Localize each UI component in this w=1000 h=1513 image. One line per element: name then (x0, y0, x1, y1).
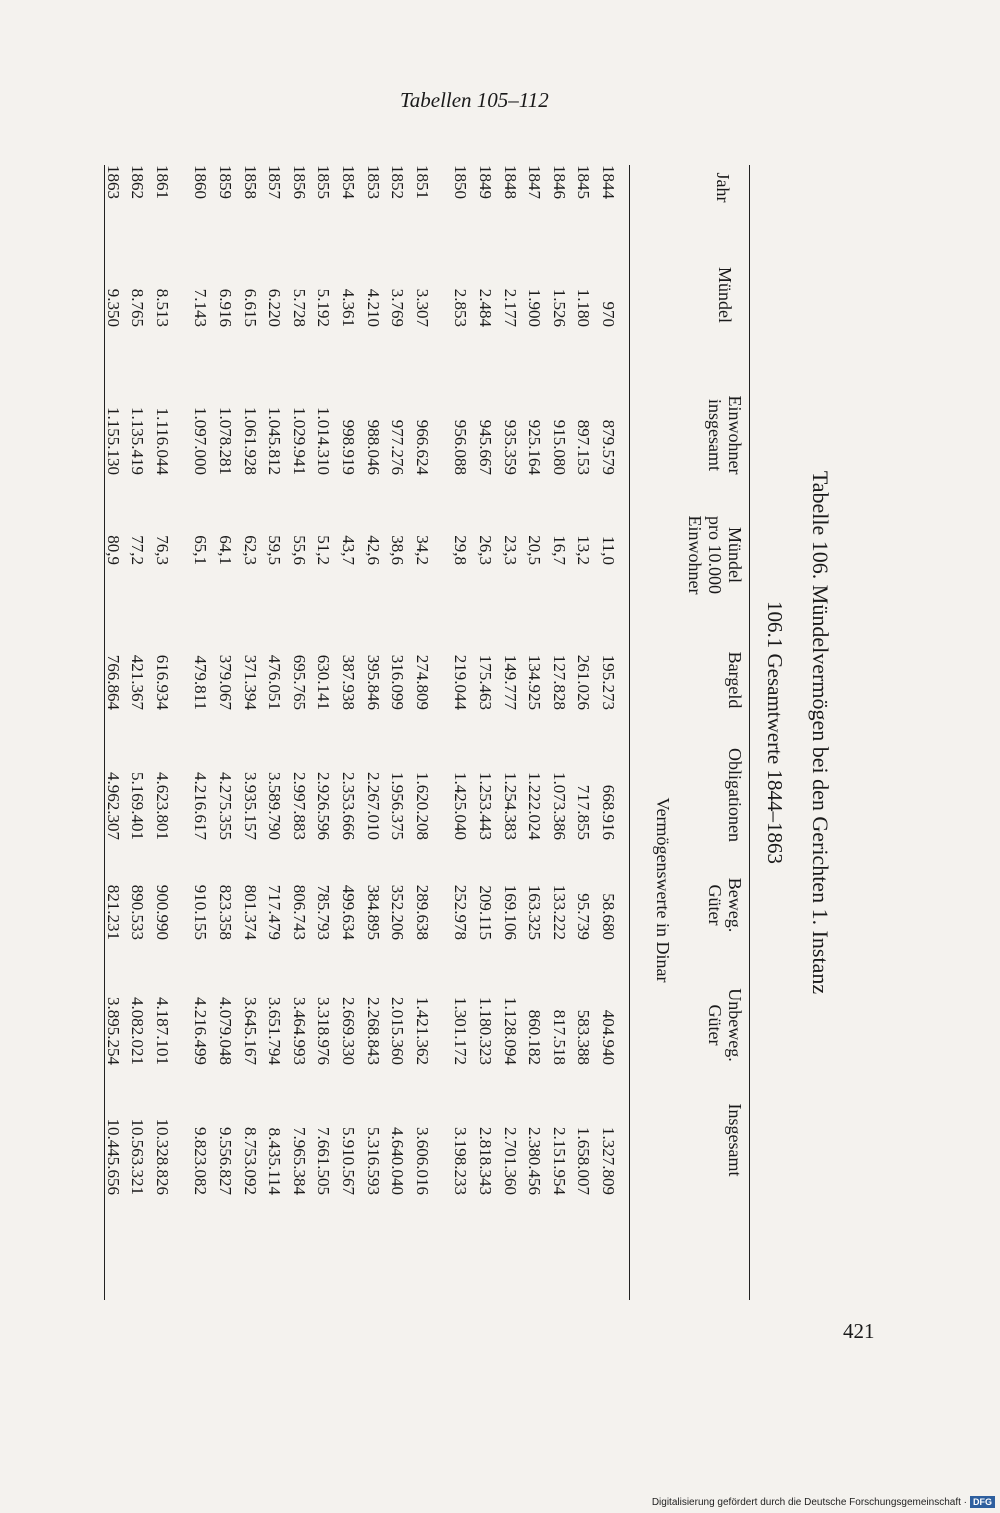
running-head: Tabellen 105–112 (400, 88, 549, 112)
table-cell: 801.374 (240, 884, 260, 940)
table-cell: 9.350 (103, 288, 123, 327)
header-bargeld: Bargeld (725, 651, 745, 709)
table-cell: 26,3 (476, 535, 496, 565)
table-cell: 8.753.092 (240, 1127, 260, 1195)
table-cell: 970 (599, 301, 618, 327)
table-cell: 2.267.010 (363, 772, 383, 840)
table-cell: 219.044 (451, 654, 471, 710)
table-cell: 630.141 (314, 654, 334, 710)
table-cell: 169.106 (500, 884, 520, 940)
table-cell: 1.658.007 (574, 1127, 594, 1195)
table-cell: 5.192 (314, 288, 334, 327)
table-cell: 1846 (549, 165, 569, 199)
table-cell: 4.275.355 (216, 772, 236, 840)
table-cell: 4.361 (339, 288, 359, 327)
column-bargeld (100, 625, 620, 710)
table-cell: 8.765 (128, 288, 148, 327)
table-cell: 3.935.157 (240, 772, 260, 840)
table-cell: 2.701.360 (500, 1127, 520, 1195)
table-cell: 149.777 (500, 654, 520, 710)
table-cell: 2.015.360 (388, 997, 408, 1065)
table-cell: 384.895 (363, 884, 383, 940)
table-cell: 20,5 (525, 535, 545, 565)
table-cell: 890.533 (128, 884, 148, 940)
table-cell: 10.445.656 (103, 1118, 123, 1195)
header-muendel: Mündel (715, 267, 735, 323)
table-cell: 316.099 (388, 654, 408, 710)
table-cell: 499.634 (339, 884, 359, 940)
table-cell: 1849 (476, 165, 496, 199)
table-cell: 1.900 (525, 288, 545, 327)
table-cell: 3.651.794 (265, 997, 285, 1065)
table-cell: 3.589.790 (265, 772, 285, 840)
table-cell: 134.925 (525, 654, 545, 710)
table-cell: 479.811 (191, 655, 211, 710)
table-cell: 1.061.928 (240, 407, 260, 475)
table-cell: 11,0 (599, 535, 618, 565)
row-gap (174, 740, 188, 840)
table-cell: 133.222 (549, 884, 569, 940)
table-cell: 925.164 (525, 419, 545, 475)
header-jahr: Jahr (713, 172, 733, 203)
table-cell: 8.513 (152, 288, 172, 327)
table-cell: 51,2 (314, 535, 334, 565)
table-cell: 717.855 (574, 784, 594, 840)
row-gap (174, 510, 188, 565)
row-gap (434, 165, 448, 210)
table-cell: 977.276 (388, 419, 408, 475)
table-cell: 371.394 (240, 654, 260, 710)
table-cell: 785.793 (314, 884, 334, 940)
bottom-rule (104, 165, 105, 1300)
table-cell: 2.268.843 (363, 997, 383, 1065)
table-cell: 76,3 (152, 535, 172, 565)
table-cell: 4.623.801 (152, 772, 172, 840)
row-gap (174, 855, 188, 940)
table-cell: 1.029.941 (289, 407, 309, 475)
header-obligationen: Obligationen (725, 748, 745, 842)
table-cell: 910.155 (191, 884, 211, 940)
table-cell: 6.916 (216, 288, 236, 327)
table-cell: 1.135.419 (128, 407, 148, 475)
table-cell: 1.097.000 (191, 407, 211, 475)
table-cell: 4.216.617 (191, 772, 211, 840)
column-beweg-gueter (100, 855, 620, 940)
table-cell: 80,9 (103, 535, 123, 565)
table-cell: 1.116.044 (152, 407, 172, 475)
table-cell: 1862 (128, 165, 148, 199)
table-cell: 1.327.809 (599, 1127, 618, 1195)
table-cell: 64,1 (216, 535, 236, 565)
table-cell: 163.325 (525, 884, 545, 940)
table-cell: 2.484 (476, 288, 496, 327)
table-cell: 43,7 (339, 535, 359, 565)
table-cell: 476.051 (265, 654, 285, 710)
table-cell: 1863 (103, 165, 123, 199)
table-cell: 695.765 (289, 654, 309, 710)
table-cell: 1.421.362 (412, 997, 432, 1065)
table-cell: 5.316.593 (363, 1127, 383, 1195)
table-cell: 23,3 (500, 535, 520, 565)
table-cell: 1.045.812 (265, 407, 285, 475)
table-cell: 65,1 (191, 535, 211, 565)
row-gap (174, 375, 188, 475)
column-muendel (100, 255, 620, 327)
table-cell: 5.910.567 (339, 1127, 359, 1195)
table-cell: 988.046 (363, 419, 383, 475)
table-cell: 1856 (289, 165, 309, 199)
table-cell: 16,7 (549, 535, 569, 565)
table-cell: 823.358 (216, 884, 236, 940)
table-cell: 2.380.456 (525, 1127, 545, 1195)
table-cell: 421.367 (128, 654, 148, 710)
table-cell: 7.661.505 (314, 1127, 334, 1195)
page-number: 421 (843, 1319, 875, 1343)
table-cell: 2.818.343 (476, 1127, 496, 1195)
column-insgesamt (100, 1080, 620, 1195)
table-cell: 2.926.596 (314, 772, 334, 840)
row-gap (434, 855, 448, 940)
table-cell: 1.620.208 (412, 772, 432, 840)
row-gap (174, 1080, 188, 1195)
table-cell: 956.088 (451, 419, 471, 475)
table-cell: 274.809 (412, 654, 432, 710)
table-cell: 821.231 (103, 884, 123, 940)
table-cell: 817.518 (549, 1009, 569, 1065)
table-cell: 289.638 (412, 884, 432, 940)
table-cell: 935.359 (500, 419, 520, 475)
table-cell: 38,6 (388, 535, 408, 565)
table-cell: 4.640.040 (388, 1127, 408, 1195)
table-cell: 1.180.323 (476, 997, 496, 1065)
column-jahr (100, 165, 620, 210)
table-cell: 10.328.826 (152, 1118, 172, 1195)
table-cell: 6.615 (240, 288, 260, 327)
table-cell: 1.956.375 (388, 772, 408, 840)
table-cell: 7.965.384 (289, 1127, 309, 1195)
table-cell: 404.940 (599, 1009, 618, 1065)
table-cell: 1844 (599, 165, 618, 199)
row-gap (174, 255, 188, 327)
table-cell: 1861 (152, 165, 172, 199)
table-cell: 3.769 (388, 288, 408, 327)
table-cell: 1859 (216, 165, 236, 199)
table-cell: 1845 (574, 165, 594, 199)
table-cell: 395.846 (363, 654, 383, 710)
table-cell: 195.273 (599, 654, 618, 710)
table-cell: 379.067 (216, 654, 236, 710)
table-cell: 77,2 (128, 535, 148, 565)
header-unbeweg-gueter: Unbeweg. Güter (705, 988, 745, 1062)
table-cell: 5.728 (289, 288, 309, 327)
table-cell: 998.919 (339, 419, 359, 475)
dfg-logo: DFG (970, 1496, 995, 1508)
table-cell: 2.669.330 (339, 997, 359, 1065)
table-cell: 1.301.172 (451, 997, 471, 1065)
table-cell: 668.916 (599, 784, 618, 840)
row-gap (434, 510, 448, 565)
header-insgesamt: Insgesamt (725, 1103, 745, 1177)
table-cell: 5.169.401 (128, 772, 148, 840)
table-cell: 4.962.307 (103, 772, 123, 840)
table-cell: 6.220 (265, 288, 285, 327)
table-cell: 42,6 (363, 535, 383, 565)
table-cell: 1.073.386 (549, 772, 569, 840)
table-cell: 10.563.321 (128, 1118, 148, 1195)
table-cell: 55,6 (289, 535, 309, 565)
table-cell: 915.080 (549, 419, 569, 475)
table-cell: 209.115 (476, 885, 496, 940)
column-einwohner (100, 375, 620, 475)
table-cell: 3.318.976 (314, 997, 334, 1065)
row-gap (434, 1080, 448, 1195)
table-cell: 62,3 (240, 535, 260, 565)
table-cell: 4.216.499 (191, 997, 211, 1065)
table-cell: 3.895.254 (103, 997, 123, 1065)
row-gap (174, 965, 188, 1065)
table-cell: 860.182 (525, 1009, 545, 1065)
table-cell: 3.464.993 (289, 997, 309, 1065)
table-cell: 1.128.094 (500, 997, 520, 1065)
table-cell: 616.934 (152, 654, 172, 710)
table-cell: 1.526 (549, 288, 569, 327)
table-cell: 806.743 (289, 884, 309, 940)
table-cell: 34,2 (412, 535, 432, 565)
table-subtitle: 106.1 Gesamtwerte 1844–1863 (763, 600, 787, 865)
table-cell: 3.198.233 (451, 1127, 471, 1195)
table-cell: 2.853 (451, 288, 471, 327)
table-cell: 897.153 (574, 419, 594, 475)
table-cell: 7.143 (191, 288, 211, 327)
top-rule (749, 165, 750, 1300)
table-cell: 2.177 (500, 288, 520, 327)
table-cell: 387.938 (339, 654, 359, 710)
column-obligationen (100, 740, 620, 840)
table-cell: 1.014.310 (314, 407, 334, 475)
table-cell: 1.155.130 (103, 407, 123, 475)
table-cell: 1850 (451, 165, 471, 199)
table-cell: 9.823.082 (191, 1127, 211, 1195)
footer-credit (610, 1496, 995, 1508)
table-cell: 1852 (388, 165, 408, 199)
table-cell: 261.026 (574, 654, 594, 710)
row-gap (434, 255, 448, 327)
unit-label: Vermögenswerte in Dinar (653, 797, 673, 983)
table-cell: 1857 (265, 165, 285, 199)
table-cell: 1.425.040 (451, 772, 471, 840)
row-gap (434, 965, 448, 1065)
table-cell: 29,8 (451, 535, 471, 565)
header-rule (629, 165, 630, 1300)
table-cell: 252.978 (451, 884, 471, 940)
column-pro-10000 (100, 510, 620, 565)
table-cell: 2.997.883 (289, 772, 309, 840)
table-cell: 900.990 (152, 884, 172, 940)
table-cell: 1851 (412, 165, 432, 199)
table-cell: 13,2 (574, 535, 594, 565)
footer-text: Digitalisierung gefördert durch die Deutsche Forschungsgemeinschaft · (651, 1497, 967, 1508)
table-cell: 1.222.024 (525, 772, 545, 840)
table-cell: 583.388 (574, 1009, 594, 1065)
table-cell: 1854 (339, 165, 359, 199)
header-einwohner: Einwohner insgesamt (705, 395, 745, 475)
table-cell: 1858 (240, 165, 260, 199)
table-cell: 4.210 (363, 288, 383, 327)
table-cell: 4.079.048 (216, 997, 236, 1065)
table-cell: 9.556.827 (216, 1127, 236, 1195)
table-cell: 127.828 (549, 654, 569, 710)
table-cell: 2.151.954 (549, 1127, 569, 1195)
table-cell: 59,5 (265, 535, 285, 565)
table-cell: 4.082.021 (128, 997, 148, 1065)
table-cell: 945.667 (476, 419, 496, 475)
table-cell: 3.645.167 (240, 997, 260, 1065)
table-cell: 1.254.383 (500, 772, 520, 840)
table-cell: 766.864 (103, 654, 123, 710)
table-cell: 1.078.281 (216, 407, 236, 475)
table-cell: 879.579 (599, 419, 618, 475)
row-gap (434, 375, 448, 475)
table-cell: 352.206 (388, 884, 408, 940)
row-gap (434, 625, 448, 710)
table-cell: 2.353.666 (339, 772, 359, 840)
table-cell: 3.307 (412, 288, 432, 327)
table-cell: 1853 (363, 165, 383, 199)
table-cell: 1860 (191, 165, 211, 199)
row-gap (174, 625, 188, 710)
table-cell: 1.180 (574, 288, 594, 327)
header-pro-10000: Mündel pro 10.000 Einwohner (685, 515, 745, 595)
table-cell: 1.253.443 (476, 772, 496, 840)
table-cell: 58.680 (599, 893, 618, 940)
table-cell: 4.187.101 (152, 997, 172, 1065)
column-unbeweg-gueter (100, 965, 620, 1065)
table-cell: 717.479 (265, 884, 285, 940)
table-cell: 8.435.114 (265, 1127, 285, 1195)
table-cell: 95.739 (574, 893, 594, 940)
table-title: Tabelle 106. Mündelvermögen bei den Gerichten 1. Instanz (808, 470, 833, 995)
table-cell: 1847 (525, 165, 545, 199)
table-cell: 1848 (500, 165, 520, 199)
row-gap (434, 740, 448, 840)
table-cell: 1855 (314, 165, 334, 199)
rotated-table-block (100, 165, 845, 1300)
table-cell: 175.463 (476, 654, 496, 710)
row-gap (174, 165, 188, 210)
header-beweg-gueter: Beweg. Güter (705, 877, 745, 933)
table-cell: 966.624 (412, 419, 432, 475)
table-cell: 3.606.016 (412, 1127, 432, 1195)
